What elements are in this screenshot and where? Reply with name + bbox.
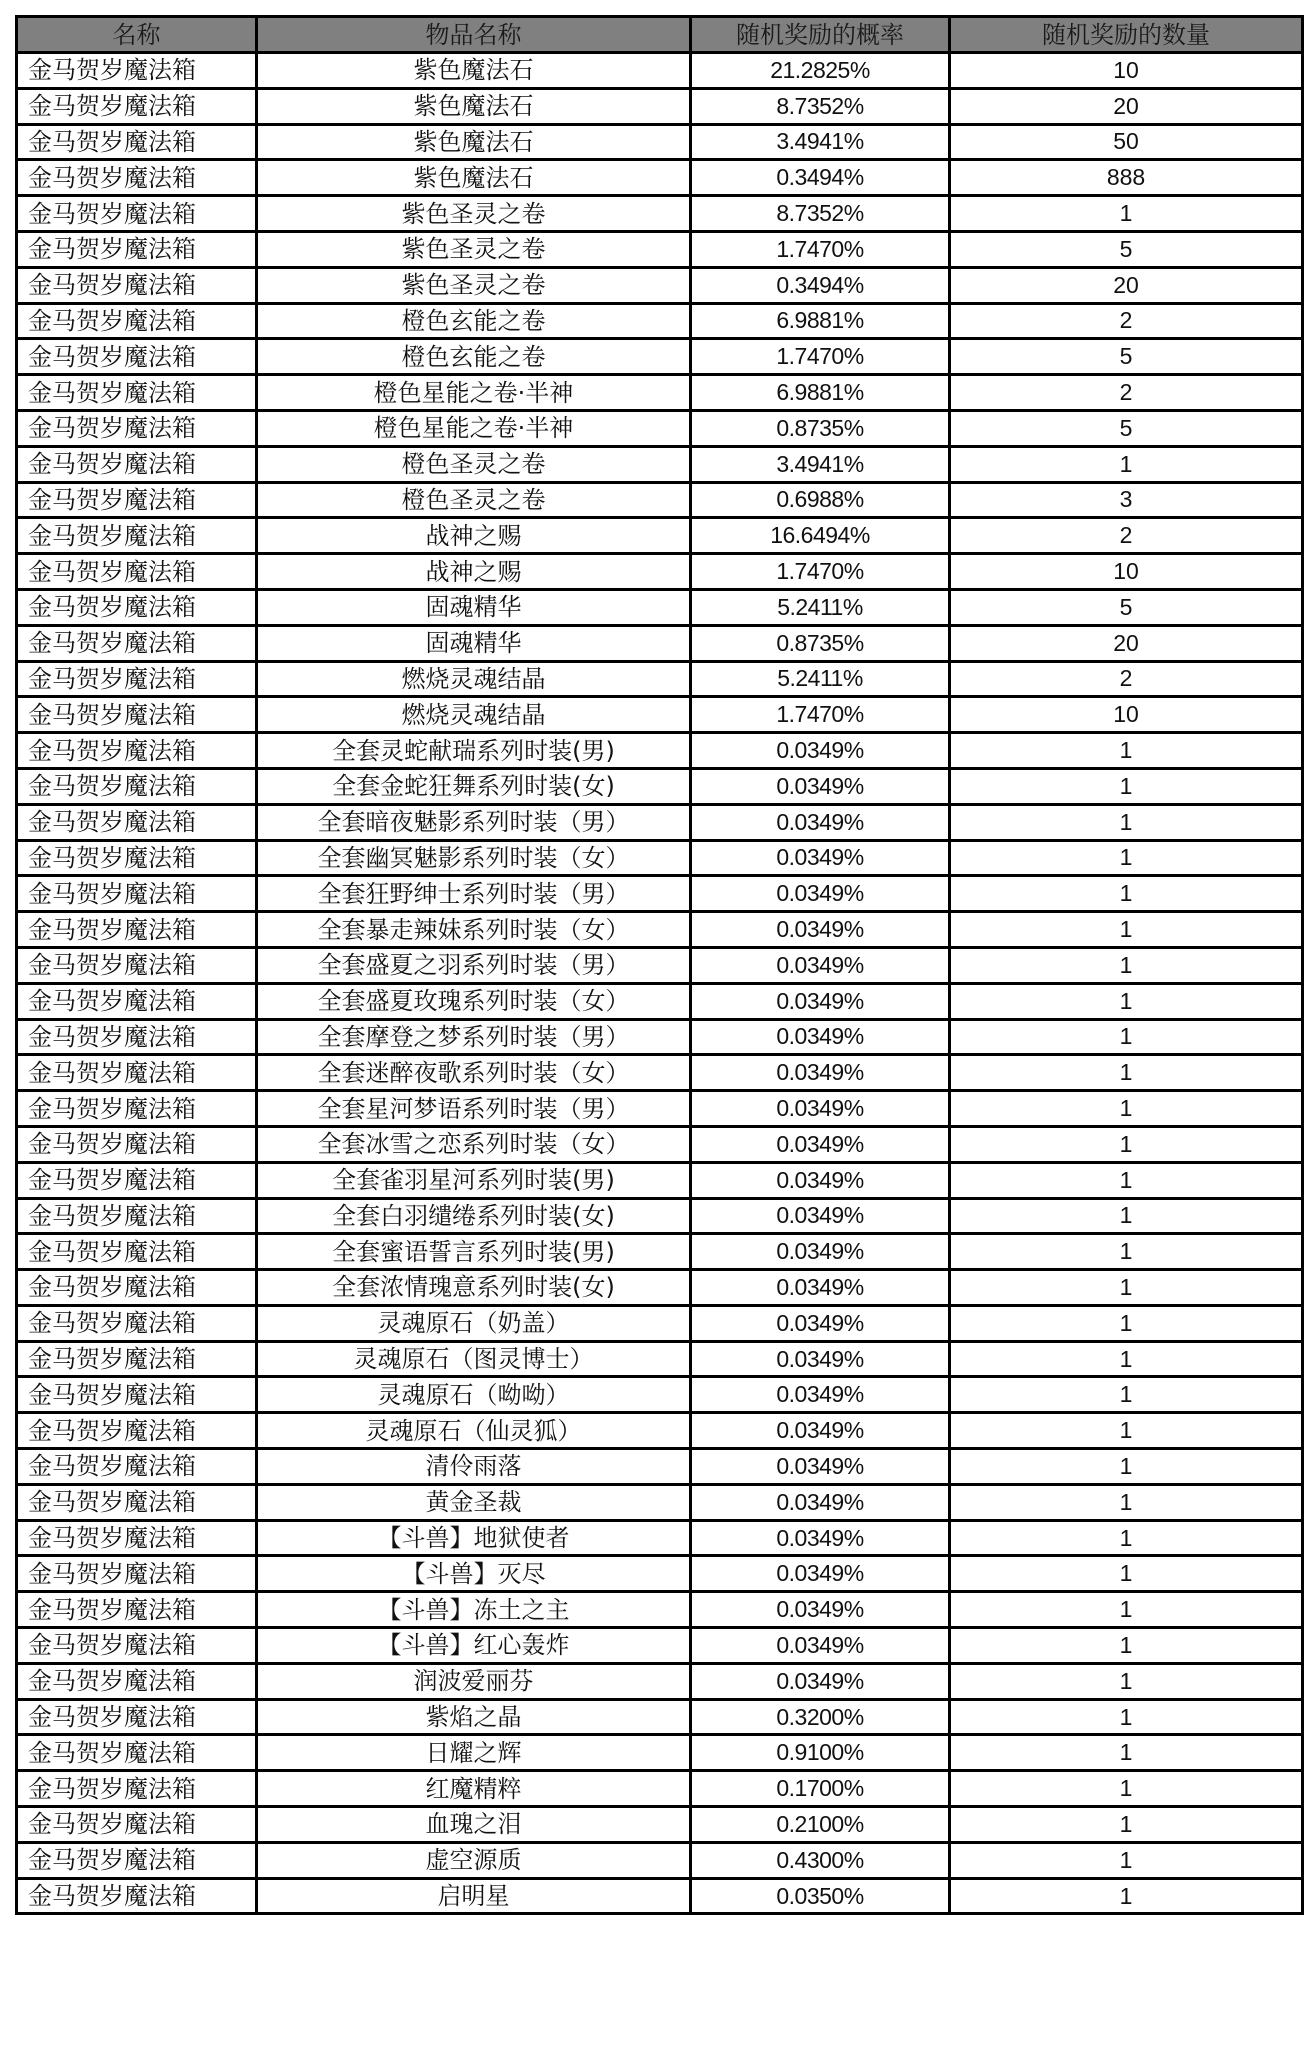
quantity-cell: 1 bbox=[950, 768, 1303, 804]
box-name-cell: 金马贺岁魔法箱 bbox=[17, 1735, 257, 1771]
item-name-cell: 橙色圣灵之卷 bbox=[257, 482, 691, 518]
quantity-cell: 1 bbox=[950, 1055, 1303, 1091]
quantity-cell: 1 bbox=[950, 1484, 1303, 1520]
table-row bbox=[17, 876, 1303, 912]
quantity-cell: 1 bbox=[950, 1198, 1303, 1234]
probability-cell: 0.0349% bbox=[691, 840, 950, 876]
box-name-cell: 金马贺岁魔法箱 bbox=[17, 88, 257, 124]
quantity-cell: 1 bbox=[950, 1520, 1303, 1556]
item-name-cell: 灵魂原石（奶盖） bbox=[257, 1305, 691, 1341]
box-name-cell: 金马贺岁魔法箱 bbox=[17, 733, 257, 769]
quantity-cell: 1 bbox=[950, 947, 1303, 983]
table-row bbox=[17, 303, 1303, 339]
table-row bbox=[17, 88, 1303, 124]
item-name-cell: 灵魂原石（呦呦） bbox=[257, 1377, 691, 1413]
probability-cell: 0.0349% bbox=[691, 947, 950, 983]
probability-cell: 0.9100% bbox=[691, 1735, 950, 1771]
item-name-cell: 橙色圣灵之卷 bbox=[257, 446, 691, 482]
quantity-cell: 1 bbox=[950, 196, 1303, 232]
probability-cell: 6.9881% bbox=[691, 375, 950, 411]
quantity-cell: 1 bbox=[950, 1162, 1303, 1198]
item-name-cell: 全套摩登之梦系列时装（男） bbox=[257, 1019, 691, 1055]
box-name-cell: 金马贺岁魔法箱 bbox=[17, 410, 257, 446]
item-name-cell: 启明星 bbox=[257, 1878, 691, 1914]
quantity-cell: 2 bbox=[950, 518, 1303, 554]
item-name-cell: 日耀之辉 bbox=[257, 1735, 691, 1771]
probability-cell: 6.9881% bbox=[691, 303, 950, 339]
quantity-cell: 1 bbox=[950, 1628, 1303, 1664]
item-name-cell: 橙色玄能之卷 bbox=[257, 339, 691, 375]
probability-cell: 0.0349% bbox=[691, 1234, 950, 1270]
box-name-cell: 金马贺岁魔法箱 bbox=[17, 482, 257, 518]
table-row bbox=[17, 1341, 1303, 1377]
box-name-cell: 金马贺岁魔法箱 bbox=[17, 1699, 257, 1735]
table-row bbox=[17, 625, 1303, 661]
column-header-box-name: 名称 bbox=[17, 17, 257, 53]
reward-probability-sheet bbox=[15, 15, 1301, 1915]
probability-cell: 0.0349% bbox=[691, 1520, 950, 1556]
table-row bbox=[17, 1091, 1303, 1127]
table-row bbox=[17, 1162, 1303, 1198]
table-row bbox=[17, 840, 1303, 876]
quantity-cell: 1 bbox=[950, 1592, 1303, 1628]
box-name-cell: 金马贺岁魔法箱 bbox=[17, 1807, 257, 1843]
table-row bbox=[17, 768, 1303, 804]
quantity-cell: 1 bbox=[950, 1663, 1303, 1699]
item-name-cell: 黄金圣裁 bbox=[257, 1484, 691, 1520]
box-name-cell: 金马贺岁魔法箱 bbox=[17, 518, 257, 554]
probability-cell: 0.0349% bbox=[691, 1198, 950, 1234]
table-row bbox=[17, 733, 1303, 769]
box-name-cell: 金马贺岁魔法箱 bbox=[17, 231, 257, 267]
box-name-cell: 金马贺岁魔法箱 bbox=[17, 1162, 257, 1198]
probability-cell: 8.7352% bbox=[691, 196, 950, 232]
probability-cell: 0.0349% bbox=[691, 1413, 950, 1449]
table-row bbox=[17, 589, 1303, 625]
item-name-cell: 全套盛夏玫瑰系列时装（女） bbox=[257, 983, 691, 1019]
item-name-cell: 【斗兽】冻土之主 bbox=[257, 1592, 691, 1628]
box-name-cell: 金马贺岁魔法箱 bbox=[17, 1091, 257, 1127]
probability-cell: 0.0349% bbox=[691, 1270, 950, 1306]
table-row bbox=[17, 1592, 1303, 1628]
table-row bbox=[17, 1520, 1303, 1556]
probability-cell: 0.2100% bbox=[691, 1807, 950, 1843]
table-row bbox=[17, 1699, 1303, 1735]
probability-cell: 0.0349% bbox=[691, 1556, 950, 1592]
item-name-cell: 全套金蛇狂舞系列时装(女) bbox=[257, 768, 691, 804]
quantity-cell: 20 bbox=[950, 88, 1303, 124]
column-header-probability: 随机奖励的概率 bbox=[691, 17, 950, 53]
quantity-cell: 1 bbox=[950, 840, 1303, 876]
table-row bbox=[17, 518, 1303, 554]
quantity-cell: 1 bbox=[950, 446, 1303, 482]
box-name-cell: 金马贺岁魔法箱 bbox=[17, 1842, 257, 1878]
quantity-cell: 50 bbox=[950, 124, 1303, 160]
box-name-cell: 金马贺岁魔法箱 bbox=[17, 1019, 257, 1055]
table-row bbox=[17, 267, 1303, 303]
item-name-cell: 紫色魔法石 bbox=[257, 53, 691, 89]
quantity-cell: 5 bbox=[950, 410, 1303, 446]
probability-cell: 5.2411% bbox=[691, 661, 950, 697]
table-row bbox=[17, 1663, 1303, 1699]
probability-cell: 0.0349% bbox=[691, 1091, 950, 1127]
box-name-cell: 金马贺岁魔法箱 bbox=[17, 661, 257, 697]
box-name-cell: 金马贺岁魔法箱 bbox=[17, 912, 257, 948]
quantity-cell: 2 bbox=[950, 303, 1303, 339]
quantity-cell: 1 bbox=[950, 1377, 1303, 1413]
quantity-cell: 1 bbox=[950, 1270, 1303, 1306]
quantity-cell: 20 bbox=[950, 267, 1303, 303]
quantity-cell: 10 bbox=[950, 554, 1303, 590]
item-name-cell: 固魂精华 bbox=[257, 589, 691, 625]
item-name-cell: 清伶雨落 bbox=[257, 1449, 691, 1485]
item-name-cell: 紫色圣灵之卷 bbox=[257, 267, 691, 303]
table-row bbox=[17, 124, 1303, 160]
box-name-cell: 金马贺岁魔法箱 bbox=[17, 1234, 257, 1270]
item-name-cell: 全套雀羽星河系列时装(男) bbox=[257, 1162, 691, 1198]
box-name-cell: 金马贺岁魔法箱 bbox=[17, 160, 257, 196]
probability-cell: 0.0349% bbox=[691, 804, 950, 840]
item-name-cell: 全套浓情瑰意系列时装(女) bbox=[257, 1270, 691, 1306]
probability-cell: 16.6494% bbox=[691, 518, 950, 554]
box-name-cell: 金马贺岁魔法箱 bbox=[17, 589, 257, 625]
box-name-cell: 金马贺岁魔法箱 bbox=[17, 303, 257, 339]
item-name-cell: 红魔精粹 bbox=[257, 1771, 691, 1807]
quantity-cell: 1 bbox=[950, 1234, 1303, 1270]
probability-cell: 0.1700% bbox=[691, 1771, 950, 1807]
item-name-cell: 固魂精华 bbox=[257, 625, 691, 661]
table-row bbox=[17, 804, 1303, 840]
quantity-cell: 2 bbox=[950, 661, 1303, 697]
quantity-cell: 5 bbox=[950, 339, 1303, 375]
quantity-cell: 1 bbox=[950, 1305, 1303, 1341]
item-name-cell: 橙色玄能之卷 bbox=[257, 303, 691, 339]
probability-cell: 0.0350% bbox=[691, 1878, 950, 1914]
table-row bbox=[17, 446, 1303, 482]
table-row bbox=[17, 947, 1303, 983]
item-name-cell: 【斗兽】灭尽 bbox=[257, 1556, 691, 1592]
box-name-cell: 金马贺岁魔法箱 bbox=[17, 983, 257, 1019]
quantity-cell: 1 bbox=[950, 912, 1303, 948]
item-name-cell: 橙色星能之卷·半神 bbox=[257, 410, 691, 446]
probability-cell: 0.3494% bbox=[691, 160, 950, 196]
table-row bbox=[17, 1556, 1303, 1592]
box-name-cell: 金马贺岁魔法箱 bbox=[17, 339, 257, 375]
table-row bbox=[17, 554, 1303, 590]
quantity-cell: 1 bbox=[950, 1807, 1303, 1843]
column-header-item-name: 物品名称 bbox=[257, 17, 691, 53]
box-name-cell: 金马贺岁魔法箱 bbox=[17, 1628, 257, 1664]
probability-cell: 0.8735% bbox=[691, 625, 950, 661]
item-name-cell: 【斗兽】地狱使者 bbox=[257, 1520, 691, 1556]
item-name-cell: 血瑰之泪 bbox=[257, 1807, 691, 1843]
item-name-cell: 全套蜜语誓言系列时装(男) bbox=[257, 1234, 691, 1270]
table-row bbox=[17, 1234, 1303, 1270]
quantity-cell: 888 bbox=[950, 160, 1303, 196]
probability-cell: 0.0349% bbox=[691, 1449, 950, 1485]
quantity-cell: 1 bbox=[950, 1413, 1303, 1449]
table-row bbox=[17, 1019, 1303, 1055]
quantity-cell: 10 bbox=[950, 697, 1303, 733]
item-name-cell: 紫色圣灵之卷 bbox=[257, 196, 691, 232]
item-name-cell: 虚空源质 bbox=[257, 1842, 691, 1878]
item-name-cell: 全套暗夜魅影系列时装（男） bbox=[257, 804, 691, 840]
box-name-cell: 金马贺岁魔法箱 bbox=[17, 1592, 257, 1628]
probability-cell: 0.0349% bbox=[691, 1663, 950, 1699]
quantity-cell: 1 bbox=[950, 1091, 1303, 1127]
item-name-cell: 燃烧灵魂结晶 bbox=[257, 661, 691, 697]
box-name-cell: 金马贺岁魔法箱 bbox=[17, 1198, 257, 1234]
table-row bbox=[17, 1377, 1303, 1413]
probability-cell: 1.7470% bbox=[691, 339, 950, 375]
table-row bbox=[17, 482, 1303, 518]
table-row bbox=[17, 697, 1303, 733]
item-name-cell: 紫色魔法石 bbox=[257, 124, 691, 160]
table-row bbox=[17, 1413, 1303, 1449]
table-row bbox=[17, 160, 1303, 196]
table-row bbox=[17, 375, 1303, 411]
table-row bbox=[17, 231, 1303, 267]
table-row bbox=[17, 1807, 1303, 1843]
item-name-cell: 【斗兽】红心轰炸 bbox=[257, 1628, 691, 1664]
probability-cell: 1.7470% bbox=[691, 554, 950, 590]
box-name-cell: 金马贺岁魔法箱 bbox=[17, 625, 257, 661]
quantity-cell: 1 bbox=[950, 1019, 1303, 1055]
probability-cell: 0.0349% bbox=[691, 1377, 950, 1413]
box-name-cell: 金马贺岁魔法箱 bbox=[17, 196, 257, 232]
probability-cell: 0.8735% bbox=[691, 410, 950, 446]
table-row bbox=[17, 339, 1303, 375]
box-name-cell: 金马贺岁魔法箱 bbox=[17, 1377, 257, 1413]
probability-cell: 0.4300% bbox=[691, 1842, 950, 1878]
box-name-cell: 金马贺岁魔法箱 bbox=[17, 840, 257, 876]
quantity-cell: 1 bbox=[950, 983, 1303, 1019]
probability-cell: 0.0349% bbox=[691, 1162, 950, 1198]
box-name-cell: 金马贺岁魔法箱 bbox=[17, 1520, 257, 1556]
probability-cell: 0.3494% bbox=[691, 267, 950, 303]
probability-cell: 0.6988% bbox=[691, 482, 950, 518]
quantity-cell: 1 bbox=[950, 1341, 1303, 1377]
probability-cell: 0.0349% bbox=[691, 983, 950, 1019]
table-header bbox=[17, 17, 1303, 53]
box-name-cell: 金马贺岁魔法箱 bbox=[17, 1413, 257, 1449]
box-name-cell: 金马贺岁魔法箱 bbox=[17, 1484, 257, 1520]
table-row bbox=[17, 1449, 1303, 1485]
item-name-cell: 战神之赐 bbox=[257, 554, 691, 590]
quantity-cell: 1 bbox=[950, 1449, 1303, 1485]
item-name-cell: 全套迷醉夜歌系列时装（女） bbox=[257, 1055, 691, 1091]
table-row bbox=[17, 983, 1303, 1019]
box-name-cell: 金马贺岁魔法箱 bbox=[17, 1305, 257, 1341]
item-name-cell: 紫色魔法石 bbox=[257, 160, 691, 196]
table-row bbox=[17, 912, 1303, 948]
probability-cell: 0.0349% bbox=[691, 1484, 950, 1520]
quantity-cell: 10 bbox=[950, 53, 1303, 89]
item-name-cell: 全套灵蛇献瑞系列时装(男) bbox=[257, 733, 691, 769]
item-name-cell: 全套盛夏之羽系列时装（男） bbox=[257, 947, 691, 983]
probability-cell: 0.0349% bbox=[691, 1628, 950, 1664]
table-row bbox=[17, 1771, 1303, 1807]
box-name-cell: 金马贺岁魔法箱 bbox=[17, 1055, 257, 1091]
item-name-cell: 全套白羽缱绻系列时装(女) bbox=[257, 1198, 691, 1234]
item-name-cell: 灵魂原石（仙灵狐） bbox=[257, 1413, 691, 1449]
table-row bbox=[17, 1270, 1303, 1306]
quantity-cell: 1 bbox=[950, 1556, 1303, 1592]
box-name-cell: 金马贺岁魔法箱 bbox=[17, 876, 257, 912]
probability-cell: 5.2411% bbox=[691, 589, 950, 625]
quantity-cell: 20 bbox=[950, 625, 1303, 661]
table-row bbox=[17, 1305, 1303, 1341]
quantity-cell: 1 bbox=[950, 1126, 1303, 1162]
item-name-cell: 燃烧灵魂结晶 bbox=[257, 697, 691, 733]
probability-cell: 0.0349% bbox=[691, 733, 950, 769]
item-name-cell: 全套暴走辣妹系列时装（女） bbox=[257, 912, 691, 948]
quantity-cell: 1 bbox=[950, 1735, 1303, 1771]
item-name-cell: 紫焰之晶 bbox=[257, 1699, 691, 1735]
box-name-cell: 金马贺岁魔法箱 bbox=[17, 1663, 257, 1699]
table-row bbox=[17, 1628, 1303, 1664]
box-name-cell: 金马贺岁魔法箱 bbox=[17, 1341, 257, 1377]
box-name-cell: 金马贺岁魔法箱 bbox=[17, 124, 257, 160]
box-name-cell: 金马贺岁魔法箱 bbox=[17, 554, 257, 590]
box-name-cell: 金马贺岁魔法箱 bbox=[17, 1878, 257, 1914]
box-name-cell: 金马贺岁魔法箱 bbox=[17, 768, 257, 804]
item-name-cell: 全套星河梦语系列时装（男） bbox=[257, 1091, 691, 1127]
quantity-cell: 1 bbox=[950, 804, 1303, 840]
probability-cell: 1.7470% bbox=[691, 231, 950, 267]
box-name-cell: 金马贺岁魔法箱 bbox=[17, 375, 257, 411]
quantity-cell: 5 bbox=[950, 231, 1303, 267]
probability-cell: 0.0349% bbox=[691, 1055, 950, 1091]
quantity-cell: 1 bbox=[950, 1842, 1303, 1878]
box-name-cell: 金马贺岁魔法箱 bbox=[17, 267, 257, 303]
box-name-cell: 金马贺岁魔法箱 bbox=[17, 697, 257, 733]
table-row bbox=[17, 1735, 1303, 1771]
column-header-quantity: 随机奖励的数量 bbox=[950, 17, 1303, 53]
box-name-cell: 金马贺岁魔法箱 bbox=[17, 1126, 257, 1162]
item-name-cell: 紫色圣灵之卷 bbox=[257, 231, 691, 267]
quantity-cell: 1 bbox=[950, 876, 1303, 912]
probability-cell: 0.0349% bbox=[691, 768, 950, 804]
probability-cell: 1.7470% bbox=[691, 697, 950, 733]
header-row bbox=[17, 17, 1303, 53]
quantity-cell: 5 bbox=[950, 589, 1303, 625]
probability-cell: 0.0349% bbox=[691, 1305, 950, 1341]
reward-probability-table bbox=[15, 15, 1304, 1915]
table-row bbox=[17, 196, 1303, 232]
table-row bbox=[17, 1126, 1303, 1162]
item-name-cell: 战神之赐 bbox=[257, 518, 691, 554]
box-name-cell: 金马贺岁魔法箱 bbox=[17, 446, 257, 482]
probability-cell: 0.0349% bbox=[691, 876, 950, 912]
probability-cell: 0.0349% bbox=[691, 1019, 950, 1055]
table-row bbox=[17, 1484, 1303, 1520]
table-row bbox=[17, 1842, 1303, 1878]
box-name-cell: 金马贺岁魔法箱 bbox=[17, 947, 257, 983]
item-name-cell: 橙色星能之卷·半神 bbox=[257, 375, 691, 411]
item-name-cell: 紫色魔法石 bbox=[257, 88, 691, 124]
quantity-cell: 1 bbox=[950, 1771, 1303, 1807]
table-row bbox=[17, 1198, 1303, 1234]
probability-cell: 8.7352% bbox=[691, 88, 950, 124]
quantity-cell: 1 bbox=[950, 733, 1303, 769]
probability-cell: 0.3200% bbox=[691, 1699, 950, 1735]
probability-cell: 21.2825% bbox=[691, 53, 950, 89]
item-name-cell: 灵魂原石（图灵博士） bbox=[257, 1341, 691, 1377]
table-row bbox=[17, 410, 1303, 446]
box-name-cell: 金马贺岁魔法箱 bbox=[17, 1449, 257, 1485]
box-name-cell: 金马贺岁魔法箱 bbox=[17, 53, 257, 89]
probability-cell: 0.0349% bbox=[691, 1592, 950, 1628]
quantity-cell: 2 bbox=[950, 375, 1303, 411]
table-row bbox=[17, 1055, 1303, 1091]
probability-cell: 0.0349% bbox=[691, 912, 950, 948]
box-name-cell: 金马贺岁魔法箱 bbox=[17, 1556, 257, 1592]
probability-cell: 3.4941% bbox=[691, 446, 950, 482]
probability-cell: 0.0349% bbox=[691, 1341, 950, 1377]
quantity-cell: 1 bbox=[950, 1878, 1303, 1914]
table-row bbox=[17, 53, 1303, 89]
box-name-cell: 金马贺岁魔法箱 bbox=[17, 1771, 257, 1807]
table-body bbox=[17, 53, 1303, 1914]
quantity-cell: 1 bbox=[950, 1699, 1303, 1735]
item-name-cell: 全套冰雪之恋系列时装（女） bbox=[257, 1126, 691, 1162]
item-name-cell: 全套幽冥魅影系列时装（女） bbox=[257, 840, 691, 876]
quantity-cell: 3 bbox=[950, 482, 1303, 518]
probability-cell: 0.0349% bbox=[691, 1126, 950, 1162]
item-name-cell: 润波爱丽芬 bbox=[257, 1663, 691, 1699]
table-row bbox=[17, 1878, 1303, 1914]
table-row bbox=[17, 661, 1303, 697]
box-name-cell: 金马贺岁魔法箱 bbox=[17, 1270, 257, 1306]
item-name-cell: 全套狂野绅士系列时装（男） bbox=[257, 876, 691, 912]
probability-cell: 3.4941% bbox=[691, 124, 950, 160]
box-name-cell: 金马贺岁魔法箱 bbox=[17, 804, 257, 840]
